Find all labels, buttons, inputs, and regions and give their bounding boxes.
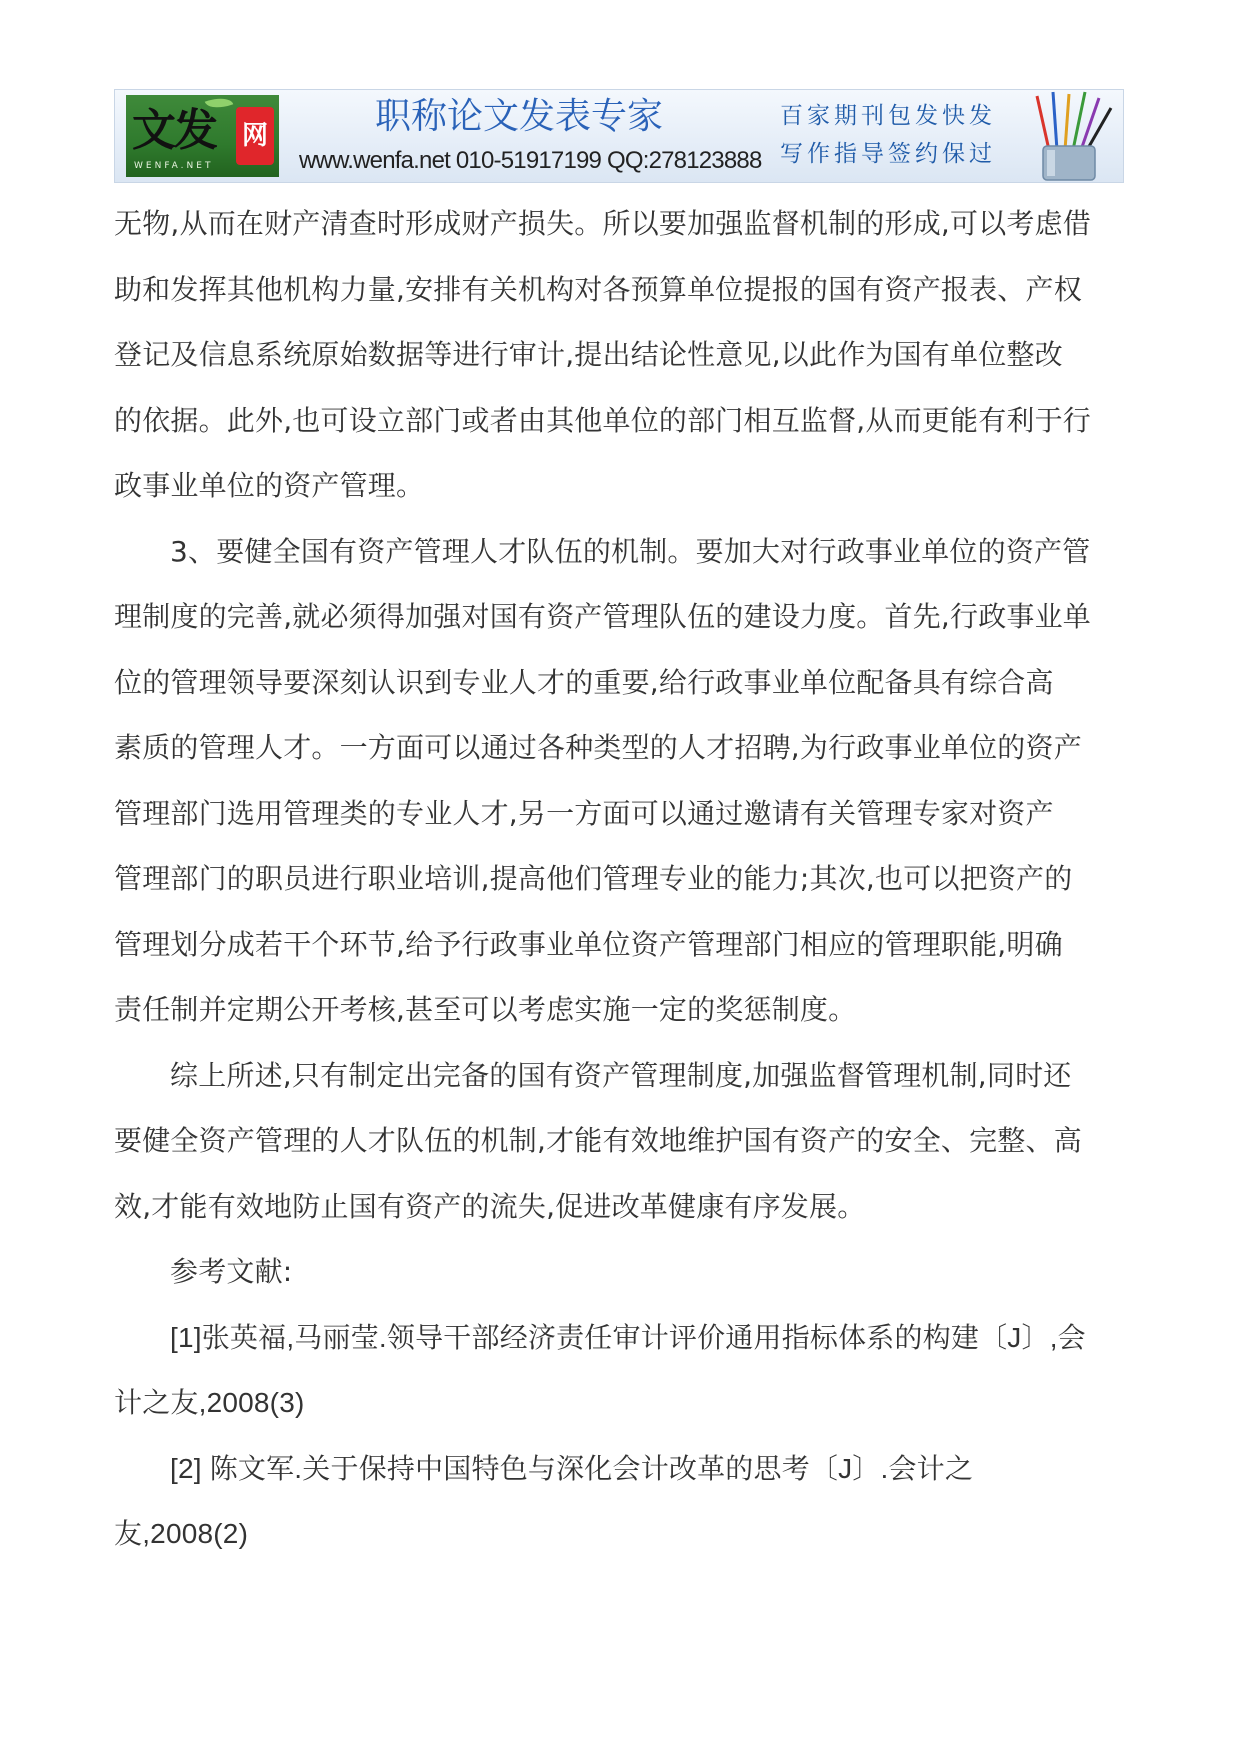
reference-item: 计之友,2008(3) [114, 1387, 305, 1418]
text-line: 管理部门选用管理类的专业人才,另一方面可以通过邀请有关管理专家对资产 [114, 796, 1054, 830]
text-line: 位的管理领导要深刻认识到专业人才的重要,给行政事业单位配备具有综合高 [114, 665, 1054, 699]
document-body [114, 191, 1124, 1567]
text-line: 素质的管理人才。一方面可以通过各种类型的人才招聘,为行政事业单位的资产 [114, 731, 1082, 764]
banner-slogan-2: 写作指导签约保过 [780, 141, 996, 167]
logo-badge: 网 [236, 107, 274, 165]
text-line: 的依据。此外,也可设立部门或者由其他单位的部门相互监督,从而更能有利于行 [114, 403, 1092, 437]
wenfa-logo [126, 95, 279, 177]
text-line: 管理划分成若干个环节,给予行政事业单位资产管理部门相应的管理职能,明确 [114, 927, 1063, 961]
reference-item: [2] 陈文军.关于保持中国特色与深化会计改革的思考〔J〕.会计之 [170, 1452, 974, 1484]
text-line: 要健全资产管理的人才队伍的机制,才能有效地维护国有资产的安全、完整、高 [114, 1124, 1082, 1157]
references-heading: 参考文献: [170, 1255, 293, 1288]
text-line: 3、要健全国有资产管理人才队伍的机制。要加大对行政事业单位的资产管 [170, 534, 1091, 568]
banner-contact: www.wenfa.net 010-51917199 QQ:278123888 [299, 147, 762, 174]
text-line: 助和发挥其他机构力量,安排有关机构对各预算单位提报的国有资产报表、产权 [114, 272, 1082, 306]
banner-title: 职称论文发表专家 [375, 96, 664, 137]
text-line: 无物,从而在财产清查时形成财产损失。所以要加强监督机制的形成,可以考虑借 [114, 207, 1092, 240]
reference-item: [1]张英福,马丽莹.领导干部经济责任审计评价通用指标体系的构建〔J〕,会 [170, 1321, 1086, 1353]
text-line: 管理部门的职员进行职业培训,提高他们管理专业的能力;其次,也可以把资产的 [114, 862, 1073, 895]
text-line: 责任制并定期公开考核,甚至可以考虑实施一定的奖惩制度。 [114, 993, 857, 1026]
text-line: 效,才能有效地防止国有资产的流失,促进改革健康有序发展。 [114, 1189, 866, 1223]
text-line: 理制度的完善,就必须得加强对国有资产管理队伍的建设力度。首先,行政事业单 [114, 600, 1092, 633]
text-line: 登记及信息系统原始数据等进行审计,提出结论性意见,以此作为国有单位整改 [114, 338, 1063, 371]
header-banner [114, 89, 1124, 183]
text-line: 综上所述,只有制定出完备的国有资产管理制度,加强监督管理机制,同时还 [170, 1058, 1072, 1092]
text-line: 政事业单位的资产管理。 [114, 469, 425, 502]
logo-text: 文发 [132, 105, 216, 156]
reference-item: 友,2008(2) [114, 1518, 249, 1549]
logo-subtext: WENFA.NET [134, 161, 214, 171]
banner-slogan-1: 百家期刊包发快发 [780, 103, 996, 129]
pen-cup-icon [1027, 90, 1119, 182]
